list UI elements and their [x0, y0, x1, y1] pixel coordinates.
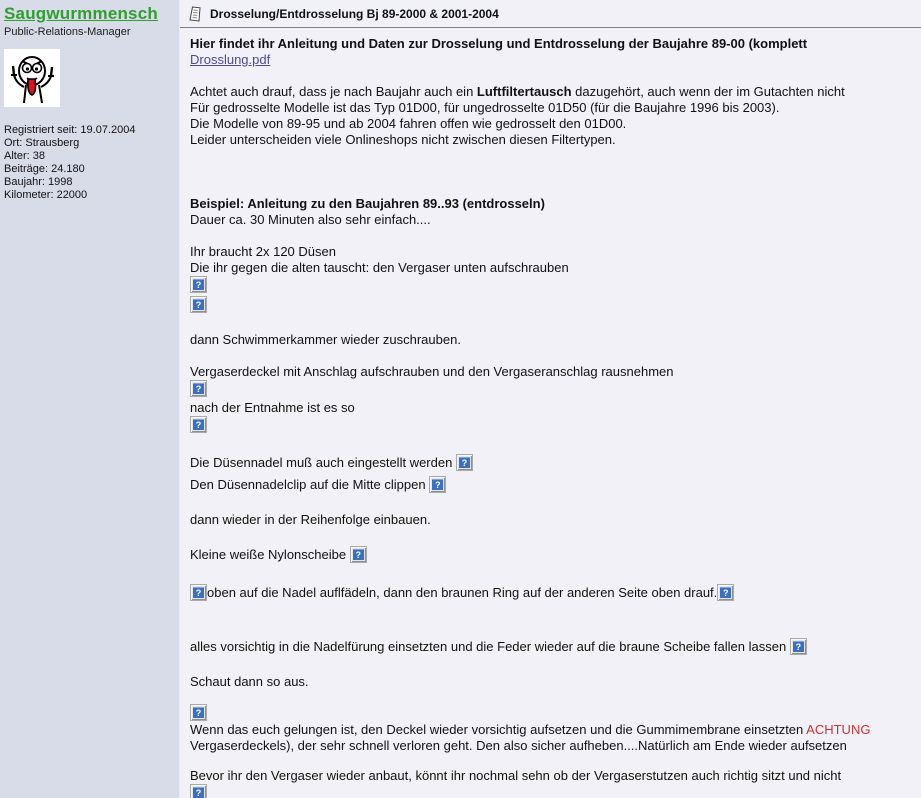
alles-vorsichtig-line: alles vorsichtig in die Nadelfürung einsetzten und die Feder wieder auf die braune Scheibe fallen lassen ?: [190, 636, 921, 658]
paragraph-filter-2: Für gedrosselte Modelle ist das Typ 01D00, für ungedrosselte 01D50 (für die Baujahre 1996 bis 2003).: [190, 100, 780, 115]
stat-registered: Registriert seit: 19.07.2004: [4, 124, 136, 136]
stat-location: Ort: Strausberg: [4, 137, 80, 149]
broken-image-icon: ?: [429, 476, 446, 493]
warning-text: ACHTUNG: [806, 722, 871, 737]
broken-image-icon: ?: [190, 380, 207, 397]
broken-image-icon: ?: [350, 546, 367, 563]
luftfiltertausch-bold: Luftfiltertausch: [476, 84, 572, 99]
vergaserdeckel-text: Vergaserdeckel mit Anschlag aufschrauben und den Vergaseranschlag rausnehmen: [190, 364, 674, 379]
post-content-area: [180, 0, 921, 798]
oben-nadel-line: ? oben auf die Nadel auflfädeln, dann den braunen Ring auf der anderen Seite oben drauf. ?: [190, 582, 921, 604]
stat-kilometers: Kilometer: 22000: [4, 189, 88, 201]
post-title: Drosselung/Entdrosselung Bj 89-2000 & 2001-2004: [210, 6, 499, 21]
reihenfolge-text: dann wieder in der Reihenfolge einbauen.: [190, 512, 431, 527]
entnahme-text: nach der Entnahme ist es so: [190, 400, 355, 415]
broken-image-icon: ?: [190, 784, 207, 798]
bevor-text: Bevor ihr den Vergaser wieder anbaut, könnt ihr nochmal sehn ob der Vergaserstutzen auch richtig sitzt und nicht: [190, 768, 842, 783]
dauer-text: Dauer ca. 30 Minuten also sehr einfach....: [190, 212, 431, 227]
vergaserdeckels-text: Vergaserdeckels), der sehr schnell verloren geht. Den also sicher aufheben....Natürlich am Ende wieder aufsetzen: [190, 738, 847, 753]
broken-image-icon: ?: [190, 584, 207, 601]
paragraph-filter-1: Achtet auch drauf, dass je nach Baujahr auch ein Luftfiltertausch dazugehört, auch wenn der im Gutachten nicht: [190, 84, 845, 99]
paragraph-filter-3: Die Modelle von 89-95 und ab 2004 fahren offen wie gedrosselt den 01D00.: [190, 116, 627, 131]
username-link[interactable]: Saugwurmmensch: [4, 4, 158, 23]
broken-image-icon: ?: [190, 416, 207, 433]
stat-model-year: Baujahr: 1998: [4, 176, 73, 188]
post-title-bar: [180, 0, 921, 28]
die-ihr-text: Die ihr gegen die alten tauscht: den Vergaser unten aufschrauben: [190, 260, 569, 275]
user-info-sidebar: [0, 0, 180, 798]
broken-image-icon: ?: [190, 276, 207, 293]
post-body: [180, 28, 921, 798]
wenn-line: Wenn das euch gelungen ist, den Deckel wieder vorsichtig aufsetzen und die Gummimembrane einsetzten ACHTUNG: [190, 722, 871, 737]
intro-text: Hier findet ihr Anleitung und Daten zur Drosselung und Entdrosselung der Baujahre 89-00 (komplett: [190, 36, 808, 51]
broken-image-icon: ?: [456, 454, 473, 471]
nylonscheibe-line: Kleine weiße Nylonscheibe ?: [190, 544, 921, 566]
duesennadelclip-line: Den Düsennadelclip auf die Mitte clippen ?: [190, 474, 921, 496]
duesennadel-line: Die Düsennadel muß auch eingestellt werden ?: [190, 452, 921, 474]
attachment-link[interactable]: Drosslung.pdf: [190, 52, 271, 67]
stat-age: Alter: 38: [4, 150, 45, 162]
broken-image-icon: ?: [717, 584, 734, 601]
broken-image-icon: ?: [190, 296, 207, 313]
user-avatar: [4, 49, 60, 107]
user-stats: [4, 124, 175, 202]
stat-posts: Beiträge: 24.180: [4, 163, 85, 175]
schaut-text: Schaut dann so aus.: [190, 674, 309, 689]
user-rank-label: Public-Relations-Manager: [4, 26, 131, 38]
ihr-braucht-text: Ihr braucht 2x 120 Düsen: [190, 244, 336, 259]
schwimmer-text: dann Schwimmerkammer wieder zuschrauben.: [190, 332, 461, 347]
paragraph-filter-4: Leider unterscheiden viele Onlineshops nicht zwischen diesen Filtertypen.: [190, 132, 616, 147]
post-page-icon: [189, 6, 202, 22]
broken-image-icon: ?: [190, 704, 207, 721]
beispiel-heading: Beispiel: Anleitung zu den Baujahren 89..93 (entdrosseln): [190, 196, 545, 211]
avatar-image: [4, 49, 60, 107]
broken-image-icon: ?: [790, 638, 807, 655]
